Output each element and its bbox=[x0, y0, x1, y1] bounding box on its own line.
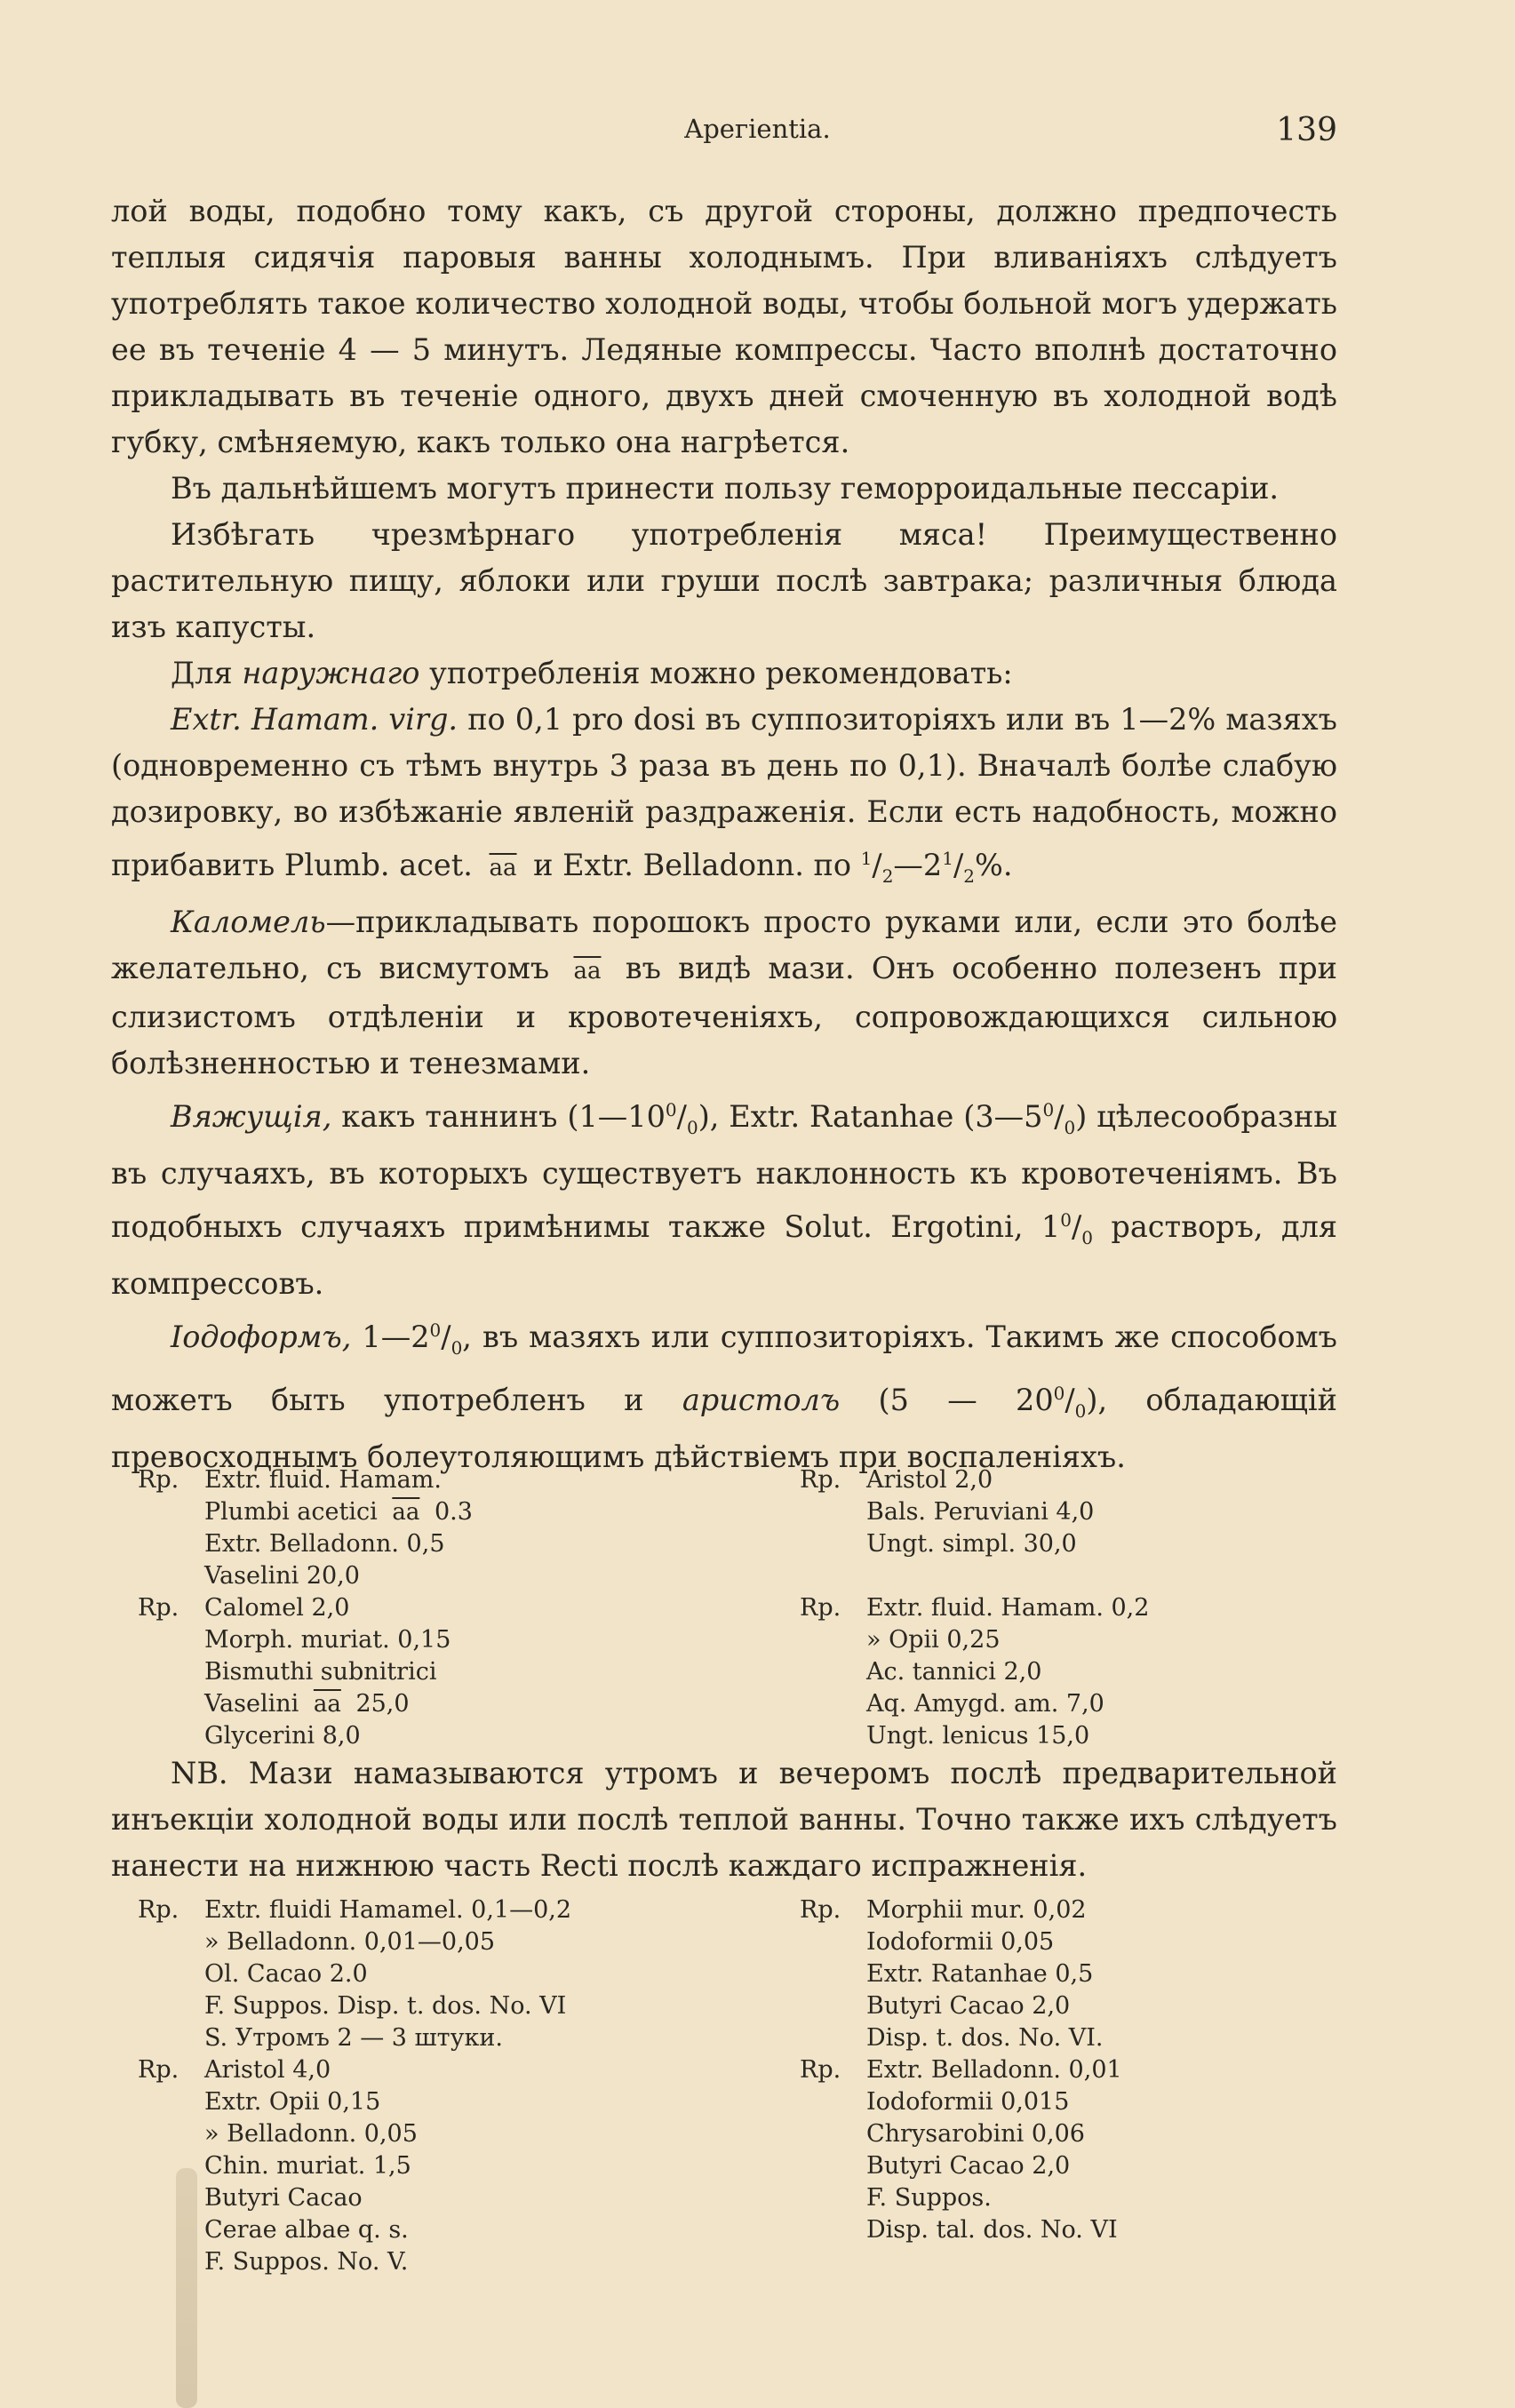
recipe-line bbox=[800, 1464, 1404, 1496]
recipe-line bbox=[138, 1624, 742, 1656]
ingredient: F. Suppos. No. V. bbox=[204, 2248, 409, 2276]
recipe-line bbox=[800, 1528, 1404, 1560]
percent-slash: / bbox=[1054, 1099, 1064, 1134]
emphasis: Extr. Hamam. virg. bbox=[171, 702, 458, 737]
ingredient: Plumbi acetici bbox=[204, 1498, 378, 1526]
ingredient: Vaselini bbox=[204, 1690, 299, 1718]
rp-label: Rp. bbox=[138, 2056, 179, 2084]
ingredient: » Belladonn. 0,01—0,05 bbox=[204, 1928, 496, 1956]
text-span: ), обладающій превосходнымъ болеутоляющимъ дѣйствіемъ при воспаленіяхъ. bbox=[111, 1383, 1337, 1475]
ingredient-amount: 25,0 bbox=[347, 1690, 410, 1718]
text-span: —прикладывать порошокъ просто руками или, если это болѣе желательно, съ висмутомъ bbox=[111, 904, 1337, 985]
ingredient: Aristol 2,0 bbox=[866, 1466, 993, 1494]
recipe-line bbox=[800, 2054, 1404, 2086]
text-span: употребленія можно рекомендовать: bbox=[419, 656, 1013, 690]
text-span: (5 — 20 bbox=[840, 1383, 1054, 1418]
percent-slash: / bbox=[1064, 1383, 1075, 1418]
ingredient-amount: 0.3 bbox=[427, 1498, 473, 1526]
recipe-line bbox=[138, 2054, 742, 2086]
ingredient: Cerae albae q. s. bbox=[204, 2216, 409, 2244]
recipe-line bbox=[138, 2246, 742, 2278]
percent-sup: 0 bbox=[429, 1319, 442, 1341]
paragraph-1: лой воды, подобно тому какъ, съ другой стороны, должно предпочесть теплыя сидячія паровыя ванны холоднымъ. При вливаніяхъ слѣдуетъ употреблять такое количество холодной воды, чтобы больной могъ удержать ее въ теченіе 4 — 5 минутъ. Ледяные компрессы. Часто вполнѣ достаточно прикладывать въ теченіе одного, двухъ дней смоченную въ холодной водѣ губку, смѣняемую, какъ только она нагрѣется. bbox=[111, 194, 1337, 459]
ingredient: Vaselini 20,0 bbox=[204, 1562, 360, 1590]
percent-slash: / bbox=[441, 1319, 451, 1354]
recipes-right-column bbox=[800, 1464, 1404, 1752]
ingredient: F. Suppos. bbox=[866, 2184, 992, 2212]
percent-sup: 0 bbox=[1060, 1208, 1072, 1231]
ingredient: Morphii mur. 0,02 bbox=[866, 1896, 1087, 1924]
recipe-line bbox=[800, 1894, 1404, 1926]
percent-slash: / bbox=[676, 1099, 687, 1134]
ingredient: F. Suppos. Disp. t. dos. No. VI bbox=[204, 1992, 567, 2020]
percent-slash: / bbox=[1071, 1208, 1082, 1244]
text-span: и Extr. Belladonn. по bbox=[523, 848, 861, 883]
rp-label: Rp. bbox=[800, 1466, 841, 1494]
rp-label: Rp. bbox=[800, 1594, 841, 1622]
ingredient: Extr. Belladonn. 0,5 bbox=[204, 1530, 445, 1558]
main-text bbox=[111, 188, 1337, 1480]
ingredient: Extr. fluid. Hamam. 0,2 bbox=[866, 1594, 1150, 1622]
paragraph-4 bbox=[111, 650, 1337, 697]
text-span: , въ мазяхъ или суппозиторіяхъ. Такимъ же способомъ можетъ быть употребленъ и bbox=[111, 1319, 1337, 1418]
text-span: ) цѣлесообразны въ случаяхъ, въ которыхъ существуетъ наклонность къ кровотеченіямъ. Въ подобныхъ случаяхъ примѣнимы также Solut. Ergotini, 1 bbox=[111, 1099, 1338, 1244]
emphasis: аристолъ bbox=[682, 1383, 841, 1418]
percent-sub: 0 bbox=[1081, 1226, 1093, 1248]
recipe-line bbox=[138, 2022, 742, 2054]
ingredient: Ac. tannici 2,0 bbox=[866, 1658, 1042, 1686]
recipe-line bbox=[800, 1496, 1404, 1528]
text-span: растворъ, для компрессовъ. bbox=[111, 1208, 1337, 1301]
ingredient: Glycerini 8,0 bbox=[204, 1722, 361, 1750]
recipe-line bbox=[800, 2150, 1404, 2182]
rp-label: Rp. bbox=[800, 1896, 841, 1924]
rp-label: Rp. bbox=[138, 1594, 179, 1622]
recipe-line bbox=[800, 1958, 1404, 1990]
paragraph-3: Избѣгать чрезмѣрнаго употребленія мяса! Преимущественно растительную пищу, яблоки или груши послѣ завтрака; различныя блюда изъ капусты. bbox=[111, 517, 1337, 644]
recipe-line bbox=[800, 1990, 1404, 2022]
paragraph-2: Въ дальнѣйшемъ могутъ принести пользу геморроидальные пессаріи. bbox=[171, 471, 1280, 506]
text-span: —2 bbox=[893, 848, 943, 883]
ingredient: Bismuthi subnitrici bbox=[204, 1658, 437, 1686]
ingredient: Morph. muriat. 0,15 bbox=[204, 1626, 451, 1654]
page-header bbox=[0, 114, 1515, 158]
recipes-left-column bbox=[138, 1464, 742, 1752]
percent-sub: 0 bbox=[686, 1116, 698, 1138]
rp-label: Rp. bbox=[138, 1466, 179, 1494]
recipe-line bbox=[800, 1720, 1404, 1752]
recipe-line bbox=[138, 2086, 742, 2118]
recipe-line bbox=[138, 1958, 742, 1990]
fraction-numerator: 1 bbox=[860, 848, 873, 869]
percent-sub: 0 bbox=[1064, 1116, 1076, 1138]
ingredient: » Belladonn. 0,05 bbox=[204, 2120, 418, 2148]
ingredient: Iodoformii 0,05 bbox=[866, 1928, 1055, 1956]
fraction-numerator: 1 bbox=[942, 848, 953, 869]
recipe-line bbox=[138, 2214, 742, 2246]
aa-mark: $\overline{aa}$ bbox=[573, 957, 602, 985]
nb-note bbox=[111, 1750, 1337, 1889]
ingredient: Aq. Amygd. am. 7,0 bbox=[866, 1690, 1104, 1718]
ingredient: Butyri Cacao 2,0 bbox=[866, 1992, 1071, 2020]
ingredient: Butyri Cacao 2,0 bbox=[866, 2152, 1071, 2180]
paragraph-7 bbox=[111, 1087, 1337, 1307]
ingredient: Extr. Belladonn. 0,01 bbox=[866, 2056, 1122, 2084]
recipe-line bbox=[800, 1656, 1404, 1688]
ingredient: Extr. Opii 0,15 bbox=[204, 2088, 381, 2116]
recipe-line bbox=[138, 1688, 742, 1720]
text-span: %. bbox=[975, 848, 1013, 883]
ingredient: Calomel 2,0 bbox=[204, 1594, 350, 1622]
emphasis: Каломель bbox=[171, 904, 326, 939]
fraction-denominator: 2 bbox=[881, 865, 894, 887]
recipe-line bbox=[800, 1560, 1404, 1592]
emphasis: Іодоформъ, bbox=[171, 1319, 352, 1354]
recipe-line bbox=[800, 2214, 1404, 2246]
fraction-denominator: 2 bbox=[963, 865, 976, 887]
ingredient: Ol. Cacao 2.0 bbox=[204, 1960, 368, 1988]
page-number: 139 bbox=[1276, 112, 1337, 148]
rp-label: Rp. bbox=[800, 2056, 841, 2084]
recipe-line bbox=[138, 1926, 742, 1958]
emphasis: Вяжущія, bbox=[171, 1099, 332, 1134]
ingredient: Ungt. simpl. 30,0 bbox=[866, 1530, 1077, 1558]
paragraph-6 bbox=[111, 899, 1337, 1087]
recipe-line bbox=[800, 1592, 1404, 1624]
recipe-line bbox=[800, 2022, 1404, 2054]
recipe-line bbox=[138, 1464, 742, 1496]
paragraph-8 bbox=[111, 1307, 1337, 1481]
ingredient: Extr. fluid. Hamam. bbox=[204, 1466, 442, 1494]
aa-mark: $\overline{aa}$ bbox=[313, 1691, 341, 1718]
recipes-left-column bbox=[138, 1894, 742, 2278]
recipe-line bbox=[138, 1990, 742, 2022]
nb-paragraph: NB. Мази намазываются утромъ и вечеромъ послѣ предварительной инъекціи холодной воды или послѣ теплой ванны. Точно также ихъ слѣдуетъ нанести на нижнюю часть Recti послѣ каждаго испражненія. bbox=[111, 1756, 1337, 1883]
recipe-line bbox=[800, 2086, 1404, 2118]
ingredient: Extr. fluidi Hamamel. 0,1—0,2 bbox=[204, 1896, 572, 1924]
aa-mark: $\overline{aa}$ bbox=[489, 855, 517, 882]
ingredient: Aristol 4,0 bbox=[204, 2056, 331, 2084]
recipe-line bbox=[800, 1688, 1404, 1720]
recipe-line bbox=[138, 2182, 742, 2214]
text-span: какъ таннинъ (1—10 bbox=[331, 1099, 666, 1134]
recipe-line bbox=[800, 1624, 1404, 1656]
text-span: по 0,1 pro dosi въ суппозиторіяхъ или въ 1—2% мазяхъ (одновременно съ тѣмъ внутрь 3 раза въ день по 0,1). Вначалѣ болѣе слабую дозировку, во избѣжаніе явленій раздраженія. Если есть надобность, можно прибавить Plumb. acet. bbox=[111, 702, 1337, 883]
recipe-line bbox=[138, 1528, 742, 1560]
recipe-line bbox=[138, 2118, 742, 2150]
recipe-line bbox=[138, 1592, 742, 1624]
recipe-line bbox=[138, 1720, 742, 1752]
running-title: Apeгientia. bbox=[684, 114, 831, 144]
recipe-line bbox=[138, 2150, 742, 2182]
ingredient: Chin. muriat. 1,5 bbox=[204, 2152, 411, 2180]
aa-mark: $\overline{aa}$ bbox=[392, 1499, 420, 1526]
percent-sup: 0 bbox=[1042, 1098, 1055, 1120]
text-span: Для bbox=[171, 656, 243, 690]
percent-sub: 0 bbox=[1074, 1400, 1087, 1423]
recipe-line bbox=[138, 1560, 742, 1592]
recipe-line bbox=[800, 1926, 1404, 1958]
ingredient: Bals. Peruviani 4,0 bbox=[866, 1498, 1095, 1526]
recipe-line bbox=[800, 2182, 1404, 2214]
ingredient: Butyri Cacao bbox=[204, 2184, 363, 2212]
ingredient: Chrysarobini 0,06 bbox=[866, 2120, 1085, 2148]
percent-sup: 0 bbox=[1053, 1383, 1065, 1405]
ingredient: Disp. t. dos. No. VI. bbox=[866, 2024, 1104, 2052]
paragraph-5: Extr. Hamam. virg. по 0,1 pro dosi въ суппозиторіяхъ или въ 1—2% мазяхъ (одновременно съ тѣмъ внутрь 3 раза въ день по 0,1). Вначалѣ болѣе слабую дозировку, во избѣжаніе явленій раздраженія. Если есть надобность, можно прибавить Plumb. acet. $\overline{aa}$ и Extr. Belladonn. по $^1/_2—2^1/_2\%$. bbox=[111, 702, 1337, 887]
percent-sub: 0 bbox=[451, 1336, 463, 1359]
recipe-line bbox=[138, 1656, 742, 1688]
percent-sup: 0 bbox=[665, 1098, 677, 1120]
ingredient: Ungt. lenicus 15,0 bbox=[866, 1722, 1090, 1750]
ingredient: S. Утромъ 2 — 3 штуки. bbox=[204, 2024, 503, 2052]
text-span: 1—2 bbox=[351, 1319, 430, 1354]
recipe-line bbox=[800, 2118, 1404, 2150]
text-span: ), Extr. Ratanhae (3—5 bbox=[698, 1099, 1043, 1134]
emphasis: наружнаго bbox=[242, 656, 420, 690]
recipe-line bbox=[138, 1894, 742, 1926]
ingredient: Extr. Ratanhae 0,5 bbox=[866, 1960, 1094, 1988]
recipes-right-column bbox=[800, 1894, 1404, 2246]
ingredient: » Opii 0,25 bbox=[866, 1626, 1001, 1654]
text-span: въ видѣ мази. Онъ особенно полезенъ при слизистомъ отдѣленіи и кровотеченіяхъ, сопровождающихся сильною болѣзненностью и тенезмами. bbox=[111, 950, 1337, 1080]
recipe-line bbox=[138, 1496, 742, 1528]
binding-stain bbox=[176, 2168, 197, 2408]
ingredient: Iodoformii 0,015 bbox=[866, 2088, 1070, 2116]
rp-label: Rp. bbox=[138, 1896, 179, 1924]
ingredient: Disp. tal. dos. No. VI bbox=[866, 2216, 1118, 2244]
